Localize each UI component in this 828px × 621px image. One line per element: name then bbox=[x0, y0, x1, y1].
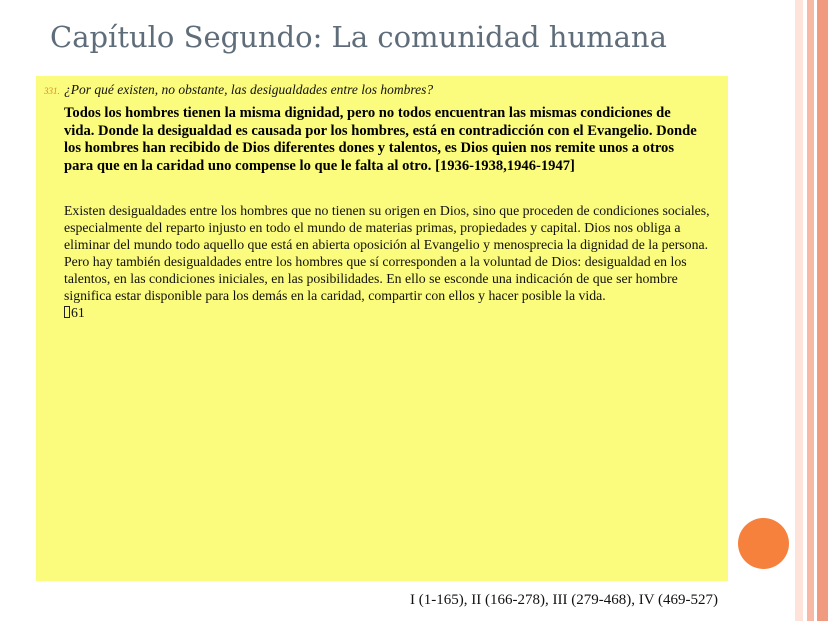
question-text: ¿Por qué existen, no obstante, las desigualdades entre los hombres? bbox=[64, 82, 434, 97]
question-number: 331. bbox=[44, 86, 60, 96]
commentary-body: Existen desigualdades entre los hombres que no tienen su origen en Dios, sino que proceden de condiciones sociales, especialmente del reparto injusto en todo el mundo de materias primas, propiedades y capital. Dios nos obliga a eliminar del mundo todo aquello que está en abierta oposición al Evangelio y menosprecia la dignidad de la persona. Pero hay también desigualdades entre los hombres que sí corresponden a la voluntad de Dios: desigualdad en los talentos, en las condiciones iniciales, en las posibilidades. En ello se esconde una indicación de que ser hombre significa estar disponible para los demás en la caridad, compartir con ellos y hacer posible la vida. bbox=[64, 203, 710, 303]
decorative-stripe bbox=[807, 0, 814, 621]
footer-index: I (1-165), II (166-278), III (279-468), IV (469-527) bbox=[410, 592, 718, 608]
reference-marker-icon bbox=[64, 306, 70, 318]
commentary-reference: 61 bbox=[71, 305, 85, 320]
decorative-stripe bbox=[817, 0, 828, 621]
commentary-text bbox=[64, 202, 728, 321]
slide-title: Capítulo Segundo: La comunidad humana bbox=[50, 20, 667, 54]
content-panel bbox=[36, 76, 728, 581]
decorative-circle-icon bbox=[738, 518, 789, 569]
decorative-stripe bbox=[795, 0, 803, 621]
answer-text: Todos los hombres tienen la misma dignidad, pero no todos encuentran las mismas condiciones de vida. Donde la desigualdad es causada por los hombres, está en contradicción con el Evangelio. Donde los hombres han recibido de Dios diferentes dones y talentos, es Dios quien nos remite unos a otros para que en la caridad uno compense lo que le falta al otro. [1936-1938,1946-1947] bbox=[64, 105, 697, 174]
